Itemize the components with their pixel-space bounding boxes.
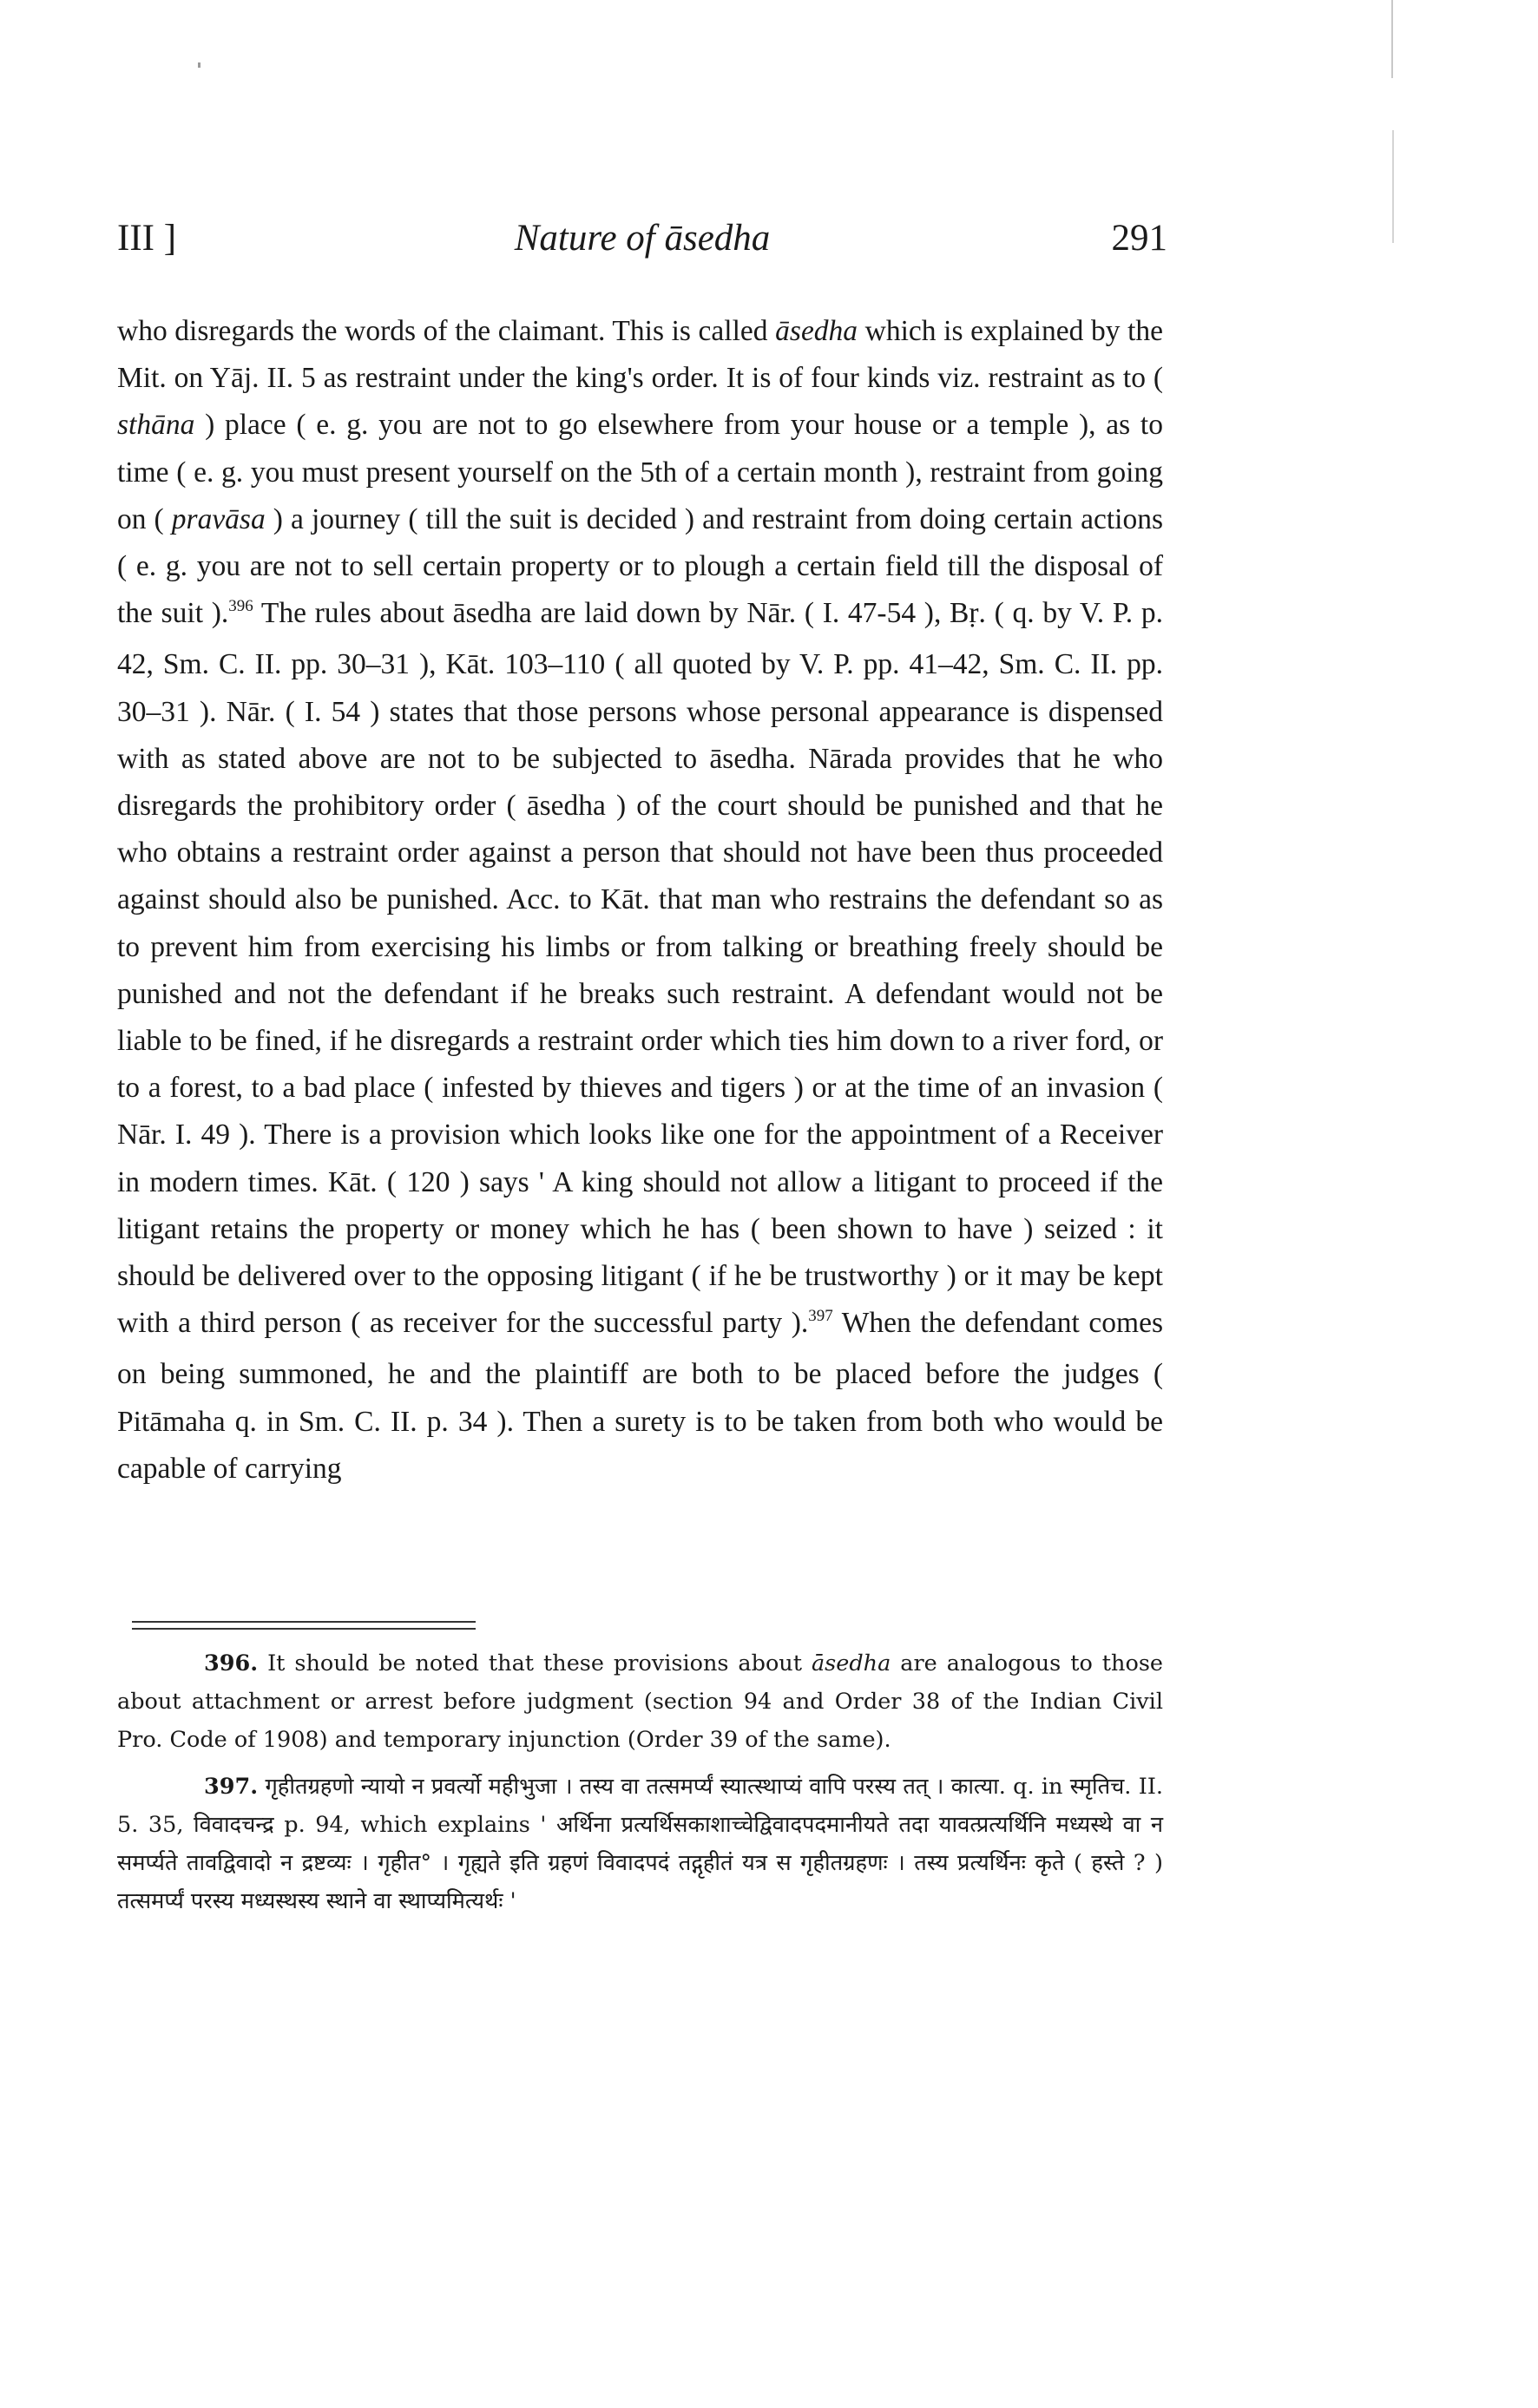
italic-term: sthāna bbox=[117, 409, 195, 442]
footnote-ref-396: 396 bbox=[228, 597, 253, 616]
scan-speck bbox=[198, 62, 200, 68]
text-run: ) a journey ( till the suit is decided ) and restraint from doing certain actions ( e. g. you are not to sell certain property or to plough a certain field till the disposal of the suit ). bbox=[117, 502, 1163, 630]
footnote-ref-397: 397 bbox=[808, 1307, 833, 1326]
section-mark: III ] bbox=[117, 218, 177, 259]
italic-term: āsedha bbox=[811, 1650, 891, 1676]
text-run: When the defendant comes on being summoned, he and the plaintiff are both to be placed before the judges ( Pitāmaha q. in Sm. C. II. p. 34 ). Then a surety is to be taken from both who would be capable of carrying bbox=[117, 1307, 1163, 1485]
footnote-number: 397. bbox=[204, 1774, 259, 1800]
footnote-text: are analogous to those about attachment or arrest before judgment (section 94 and Order 38 of the Indian Civil Pro. Code of 1908) and temporary injunction (Order 39 of the same). bbox=[117, 1650, 1164, 1753]
page-number: 291 bbox=[1111, 218, 1167, 259]
text-run: who disregards the words of the claimant. This is called bbox=[117, 315, 776, 347]
footnotes bbox=[117, 1644, 1163, 1929]
main-text bbox=[117, 308, 1163, 1493]
footnote-396 bbox=[117, 1644, 1163, 1759]
footnote-number: 396. bbox=[204, 1650, 259, 1676]
text-run: which is explained by the Mit. on Yāj. II. 5 as restraint under the king's order. It is of four kinds viz. restraint as to ( bbox=[117, 315, 1163, 395]
running-header bbox=[117, 217, 1167, 269]
scan-edge-mark bbox=[1392, 130, 1394, 243]
italic-term: āsedha bbox=[775, 315, 858, 347]
italic-term: pravāsa bbox=[171, 502, 266, 535]
text-run: The rules about āsedha are laid down by Nār. ( I. 47-54 ), Bṛ. ( q. by V. P. p. 42, Sm. C. II. pp. 30–31 ), Kāt. 103–110 ( all quoted by V. P. pp. 41–42, Sm. C. II. pp. 30–31 ). Nār. ( I. 54 ) states that those persons whose personal appearance is dispensed with as stated above are not to be subjected to āsedha. Nārada provides that he who disregards the prohibitory order ( āsedha ) of the court should be punished and that he who obtains a restraint order against a person that should not have been thus proceeded against should also be punished. Acc. to Kāt. that man who restrains the defendant so as to prevent him from exercising his limbs or from talking or breathing freely should be punished and not the defendant if he breaks such restraint. A defendant would not be liable to be fined, if he disregards a restraint order which ties him down to a river ford, or to a forest, to a bad place ( infested by thieves and tigers ) or at the time of an invasion ( Nār. I. 49 ). There is a provision which looks like one for the appointment of a Receiver in modern times. Kāt. ( 120 ) says ' A king should not allow a litigant to proceed if the litigant retains the property or money which he has ( been shown to have ) seized : it should be delivered over to the opposing litigant ( if he be trustworthy ) or it may be kept with a third person ( as receiver for the successful party ). bbox=[117, 597, 1163, 1340]
body-paragraph bbox=[117, 308, 1163, 1493]
running-title: Nature of āsedha bbox=[514, 218, 771, 259]
footnote-separator bbox=[132, 1621, 476, 1630]
footnote-text: गृहीतग्रहणो न्यायो न प्रवर्त्यो महीभुजा । तस्य वा तत्समर्प्यं स्यात्स्थाप्यं वापि परस्य तत् । कात्या. q. in स्मृतिच. II. 5. 35, विवादचन्द्र p. 94, which explains ' अर्थिना प्रत्यर्थिसकाशाच्चेद्विवादपदमानीयते तदा यावत्प्रत्यर्थिनि मध्यस्थे वा न समर्प्यते तावद्विवादो न द्रष्टव्यः । गृहीत° । गृह्यते इति ग्रहणं विवादपदं तद्गृहीतं यत्र स गृहीतग्रहणः । तस्य प्रत्यर्थिनः कृते ( हस्ते ? ) तत्समर्प्यं परस्य मध्यस्थस्य स्थाने वा स्थाप्यमित्यर्थः ' bbox=[117, 1774, 1163, 1914]
text-run: ) place ( e. g. you are not to go elsewhere from your house or a temple ), as to time ( e. g. you must present yourself on the 5th of a certain month ), restraint from going on ( bbox=[117, 409, 1163, 535]
scan-edge-mark bbox=[1391, 0, 1393, 78]
footnote-397 bbox=[117, 1768, 1163, 1920]
footnote-text: It should be noted that these provisions about bbox=[267, 1650, 812, 1676]
